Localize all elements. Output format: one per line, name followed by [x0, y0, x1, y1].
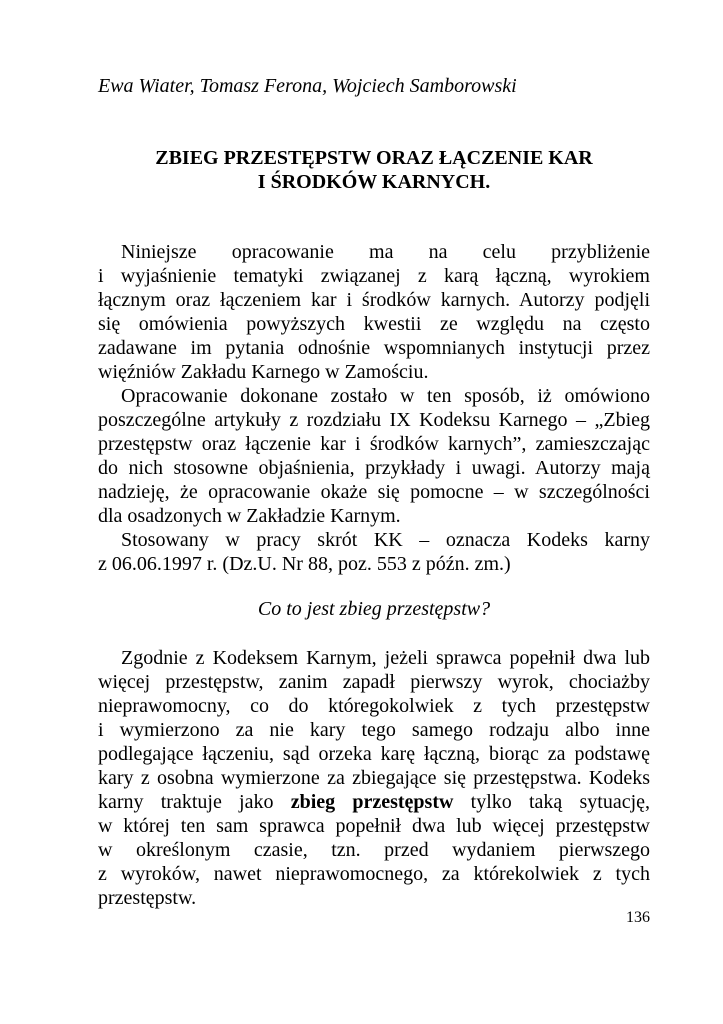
- text-line: łącznym oraz łączeniem kar i środków karnych. Autorzy podjęli: [98, 289, 650, 311]
- bold-term: zbieg przestępstw: [290, 791, 454, 813]
- text-line-with-bold: [98, 790, 650, 814]
- section-subheading: Co to jest zbieg przestępstw?: [257, 598, 491, 620]
- text-line: i wymierzono za nie kary tego samego rodzaju albo inne: [98, 719, 650, 741]
- text-line: dla osadzonych w Zakładzie Karnym.: [98, 505, 401, 527]
- title-line-1: ZBIEG PRZESTĘPSTW ORAZ ŁĄCZENIE KAR: [155, 147, 593, 169]
- text-line: zadawane im pytania odnośnie wspomnianych instytucji przez: [98, 337, 650, 359]
- text-fragment: tylko taką sytuację,: [470, 791, 651, 813]
- text-line: nieprawomocny, co do któregokolwiek z tych przestępstw: [98, 695, 650, 717]
- text-line: z 06.06.1997 r. (Dz.U. Nr 88, poz. 553 z późn. zm.): [98, 553, 511, 575]
- text-line: przestępstw.: [98, 887, 197, 909]
- text-line: więźniów Zakładu Karnego w Zamościu.: [98, 361, 429, 383]
- text-line: Stosowany w pracy skrót KK – oznacza Kodeks karny: [121, 529, 650, 551]
- text-line: przestępstw oraz łączenie kar i środków karnych”, zamieszczając: [98, 433, 650, 455]
- text-line: w określonym czasie, tzn. przed wydaniem pierwszego: [98, 839, 650, 861]
- text-fragment: karny traktuje jako: [98, 791, 274, 813]
- title-line-2: I ŚRODKÓW KARNYCH.: [257, 171, 491, 193]
- text-line: Zgodnie z Kodeksem Karnym, jeżeli sprawca popełnił dwa lub: [121, 647, 650, 669]
- page-number: 136: [626, 909, 650, 926]
- text-line: Opracowanie dokonane zostało w ten sposób, iż omówiono: [121, 385, 650, 407]
- text-line: i wyjaśnienie tematyki związanej z karą łączną, wyrokiem: [98, 265, 650, 287]
- text-line: w której ten sam sprawca popełnił dwa lub więcej przestępstw: [98, 815, 650, 837]
- text-line: z wyroków, nawet nieprawomocnego, za którekolwiek z tych: [98, 863, 650, 885]
- text-line: do nich stosowne objaśnienia, przykłady i uwagi. Autorzy mają: [98, 457, 650, 479]
- text-line: więcej przestępstw, zanim zapadł pierwszy wyrok, chociażby: [98, 671, 650, 693]
- text-line: poszczególne artykuły z rozdziału IX Kodeksu Karnego – „Zbieg: [98, 409, 650, 431]
- text-line: się omówienia powyższych kwestii ze względu na często: [98, 313, 650, 335]
- authors-line: Ewa Wiater, Tomasz Ferona, Wojciech Samborowski: [98, 75, 517, 97]
- text-line: podlegające łączeniu, sąd orzeka karę łączną, biorąc za podstawę: [98, 743, 650, 765]
- text-line: nadzieję, że opracowanie okaże się pomocne – w szczególności: [98, 481, 650, 503]
- text-line: kary z osobna wymierzone za zbiegające się przestępstwa. Kodeks: [98, 767, 650, 789]
- text-line: Niniejsze opracowanie ma na celu przybliżenie: [121, 241, 650, 263]
